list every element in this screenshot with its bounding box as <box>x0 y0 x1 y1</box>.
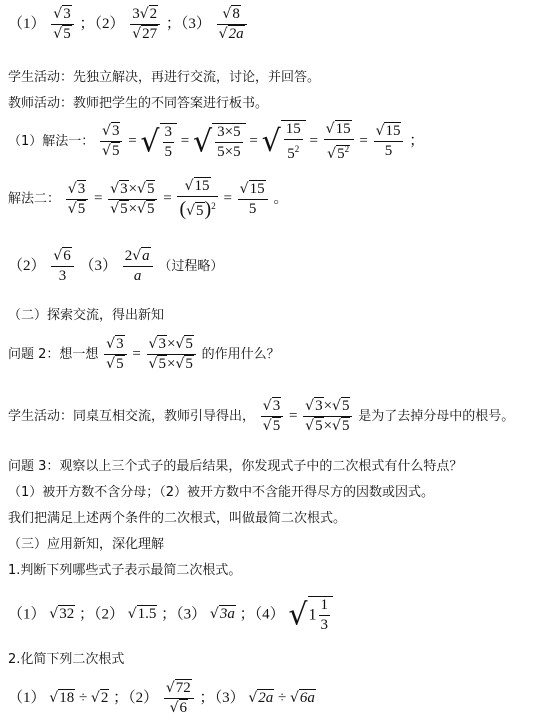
method-1: （1）解法一： $\frac{√3}{√5}$ = √ $\frac{3}{5}$ = √ $\frac{3\times 5}{5\times 5}$ = √ $\frac{15}{5^2}$ = $\frac{√15}{√5^2}$ = $\frac{√15}{5}$ ； <box>8 120 425 162</box>
process-omitted: （过程略） <box>158 258 224 274</box>
teacher-activity: 教师活动：教师把学生的不同答案进行板书。 <box>8 96 269 111</box>
fraction-3sqrt2-over-sqrt27: $\frac{3√2}{√27}$ <box>130 6 160 43</box>
question-2: 问题 2：想一想 $\frac{√3}{√5}$ = $\frac{√3\times√5}{√5\times√5}$ 的作用什么？ <box>8 336 280 372</box>
label-1: （1） <box>8 15 46 32</box>
intro-expressions: （1） $\frac{√3}{√5}$ ；（2） $\frac{3√2}{√27}$ ；（3） $\frac{√8}{√2a}$ <box>8 6 249 43</box>
student-activity-2: 学生活动：同桌互相交流，教师引导得出， $\frac{√3}{√5}$ = $\frac{√3\times√5}{√5\times√5}$ 是为了去掉分母中的根号。 <box>8 398 515 434</box>
fraction-sqrt3-over-sqrt5: $\frac{√3}{√5}$ <box>51 6 73 43</box>
method-1-label: （1）解法一： <box>8 133 95 149</box>
definition: 我们把满足上述两个条件的二次根式，叫做最简二次根式。 <box>8 511 347 526</box>
section-3-heading: （三）应用新知，深化理解 <box>8 537 165 552</box>
exercise-1-heading: 1.判断下列哪些式子表示最简二次根式。 <box>8 563 242 578</box>
exercise-2-items: （1） √18 ÷ √2 ；（2） $\frac{√72}{√6}$ ；（3） √2a ÷ √6a <box>8 680 315 716</box>
exercise-1-items: （1） √32 ；（2） √1.5 ；（3） √3a ；（4） √1 $\frac{1}{3}$ <box>8 596 333 634</box>
method-2-label: 解法二： <box>8 191 61 207</box>
fraction-sqrt8-over-sqrt2a: $\frac{√8}{√2a}$ <box>217 6 247 43</box>
answers-2-3: （2） $\frac{√6}{3}$ （3） $\frac{2√a}{a}$ （过程略） <box>8 248 224 284</box>
question-3: 问题 3：观察以上三个式子的最后结果，你发现式子中的二次根式有什么特点？ <box>8 459 463 474</box>
exercise-2-heading: 2.化简下列二次根式 <box>8 652 125 667</box>
student-activity-1: 学生活动：先独立解决，再进行交流，讨论，并回答。 <box>8 70 321 85</box>
label-3: （3） <box>180 15 211 32</box>
label-2: （2） <box>94 15 125 32</box>
conditions: （1）被开方数不含分母；（2）被开方数中不含能开得尽方的因数或因式。 <box>8 485 435 500</box>
section-2-heading: （二）探索交流，得出新知 <box>8 308 165 323</box>
method-2: 解法二： $\frac{√3}{√5}$ = $\frac{√3\times√5}{√5\times√5}$ = $\frac{√15}{(√5)^2}$ = $\frac{√15}{5}$ 。 <box>8 178 289 220</box>
